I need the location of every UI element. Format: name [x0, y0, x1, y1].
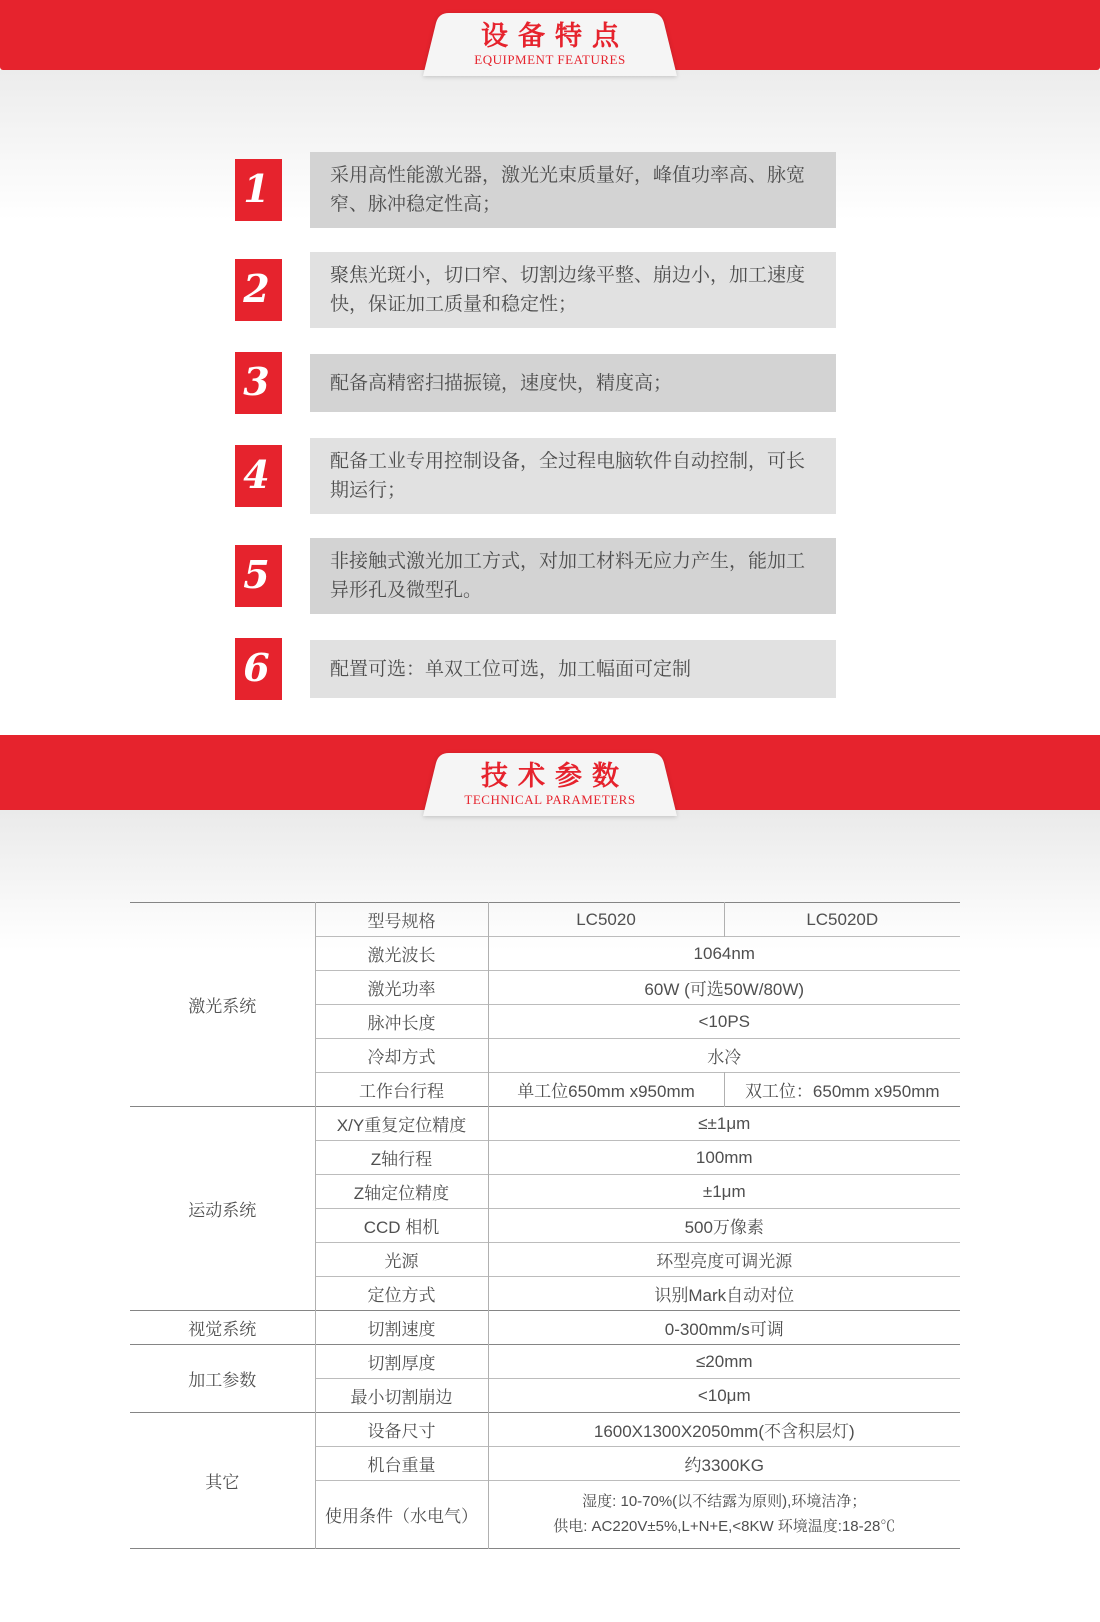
param-name-cell: X/Y重复定位精度 [315, 1107, 488, 1141]
param-name-cell: Z轴行程 [315, 1141, 488, 1175]
spec-table-section [0, 810, 1100, 1622]
feature-text: 采用高性能激光器，激光光束质量好，峰值功率高、脉宽窄、脉冲稳定性高； [310, 152, 836, 228]
features-banner-tab [415, 12, 685, 76]
parameters-banner-title [415, 752, 685, 816]
param-value-line: 供电: AC220V±5%,L+N+E,<8KW 环境温度:18-28℃ [553, 1517, 896, 1535]
table-group-label: 运动系统 [130, 1107, 315, 1311]
feature-number-box [235, 638, 282, 700]
table-group-label: 其它 [130, 1413, 315, 1549]
spec-table-row [130, 1413, 960, 1447]
feature-number: 2 [243, 266, 270, 311]
param-name-cell: 最小切割崩边 [315, 1379, 488, 1413]
param-name-cell: 切割速度 [315, 1311, 488, 1345]
param-value-cell: 水冷 [488, 1039, 960, 1073]
param-value-cell [488, 1481, 960, 1549]
feature-item [235, 438, 1100, 514]
param-value-cell: LC5020 [488, 903, 724, 937]
feature-item [235, 352, 1100, 414]
feature-text: 聚焦光斑小，切口窄、切割边缘平整、崩边小，加工速度快，保证加工质量和稳定性； [310, 252, 836, 328]
param-name-cell: 光源 [315, 1243, 488, 1277]
param-value-cell: LC5020D [724, 903, 960, 937]
param-value-cell: 单工位650mm x950mm [488, 1073, 724, 1107]
parameters-title-cn: 技术参数 [481, 761, 629, 791]
feature-number: 5 [243, 552, 270, 597]
param-value-line: 湿度: 10-70%(以不结露为原则),环境洁净； [582, 1492, 867, 1510]
table-group-label: 激光系统 [130, 903, 315, 1107]
spec-table-row [130, 1107, 960, 1141]
param-name-cell: 型号规格 [315, 903, 488, 937]
feature-number-box [235, 445, 282, 507]
param-value-cell: 约3300KG [488, 1447, 960, 1481]
param-name-cell: Z轴定位精度 [315, 1175, 488, 1209]
param-name-cell: 切割厚度 [315, 1345, 488, 1379]
table-group-label: 视觉系统 [130, 1311, 315, 1345]
feature-text: 非接触式激光加工方式，对加工材料无应力产生，能加工异形孔及微型孔。 [310, 538, 836, 614]
features-banner-title [415, 12, 685, 76]
param-name-cell: 激光功率 [315, 971, 488, 1005]
param-value-cell: 双工位：650mm x950mm [724, 1073, 960, 1107]
param-name-cell: 工作台行程 [315, 1073, 488, 1107]
param-name-cell: 脉冲长度 [315, 1005, 488, 1039]
spec-table-row [130, 1345, 960, 1379]
param-value-cell: <10PS [488, 1005, 960, 1039]
parameters-banner-tab [415, 752, 685, 816]
feature-item [235, 638, 1100, 700]
feature-text: 配备工业专用控制设备，全过程电脑软件自动控制，可长期运行； [310, 438, 836, 514]
feature-number-box [235, 545, 282, 607]
param-value-cell: 0-300mm/s可调 [488, 1311, 960, 1345]
param-name-cell: 机台重量 [315, 1447, 488, 1481]
table-group-label: 加工参数 [130, 1345, 315, 1413]
feature-item [235, 538, 1100, 614]
feature-item [235, 252, 1100, 328]
feature-item [235, 152, 1100, 228]
param-name-cell: CCD 相机 [315, 1209, 488, 1243]
param-name-cell: 定位方式 [315, 1277, 488, 1311]
feature-number-box [235, 159, 282, 221]
feature-number: 4 [243, 452, 270, 497]
features-list [0, 70, 1100, 735]
param-name-cell: 冷却方式 [315, 1039, 488, 1073]
spec-table-row [130, 1311, 960, 1345]
param-name-cell: 使用条件（水电气） [315, 1481, 488, 1549]
features-title-en: EQUIPMENT FEATURES [474, 52, 626, 67]
feature-text: 配备高精密扫描振镜，速度快，精度高； [310, 354, 836, 412]
parameters-title-en: TECHNICAL PARAMETERS [464, 792, 636, 807]
feature-text: 配置可选：单双工位可选，加工幅面可定制 [310, 640, 836, 698]
param-value-cell: 1064nm [488, 937, 960, 971]
param-value-cell: 1600X1300X2050mm(不含积层灯) [488, 1413, 960, 1447]
parameters-banner-band [0, 735, 1100, 810]
feature-number: 6 [243, 645, 270, 690]
param-value-cell: ≤±1μm [488, 1107, 960, 1141]
param-value-cell: 500万像素 [488, 1209, 960, 1243]
param-value-cell: 识别Mark自动对位 [488, 1277, 960, 1311]
param-value-cell: 100mm [488, 1141, 960, 1175]
spec-table [130, 902, 960, 1549]
feature-number-box [235, 259, 282, 321]
param-value-cell: <10μm [488, 1379, 960, 1413]
feature-number: 3 [243, 359, 270, 404]
param-name-cell: 设备尺寸 [315, 1413, 488, 1447]
spec-table-row [130, 903, 960, 937]
param-value-cell: 60W (可选50W/80W) [488, 971, 960, 1005]
features-title-cn: 设备特点 [481, 21, 629, 51]
param-value-cell: 环型亮度可调光源 [488, 1243, 960, 1277]
feature-number-box [235, 352, 282, 414]
param-value-cell: ±1μm [488, 1175, 960, 1209]
param-name-cell: 激光波长 [315, 937, 488, 971]
features-banner-band [0, 0, 1100, 70]
param-value-cell: ≤20mm [488, 1345, 960, 1379]
feature-number: 1 [243, 166, 270, 211]
